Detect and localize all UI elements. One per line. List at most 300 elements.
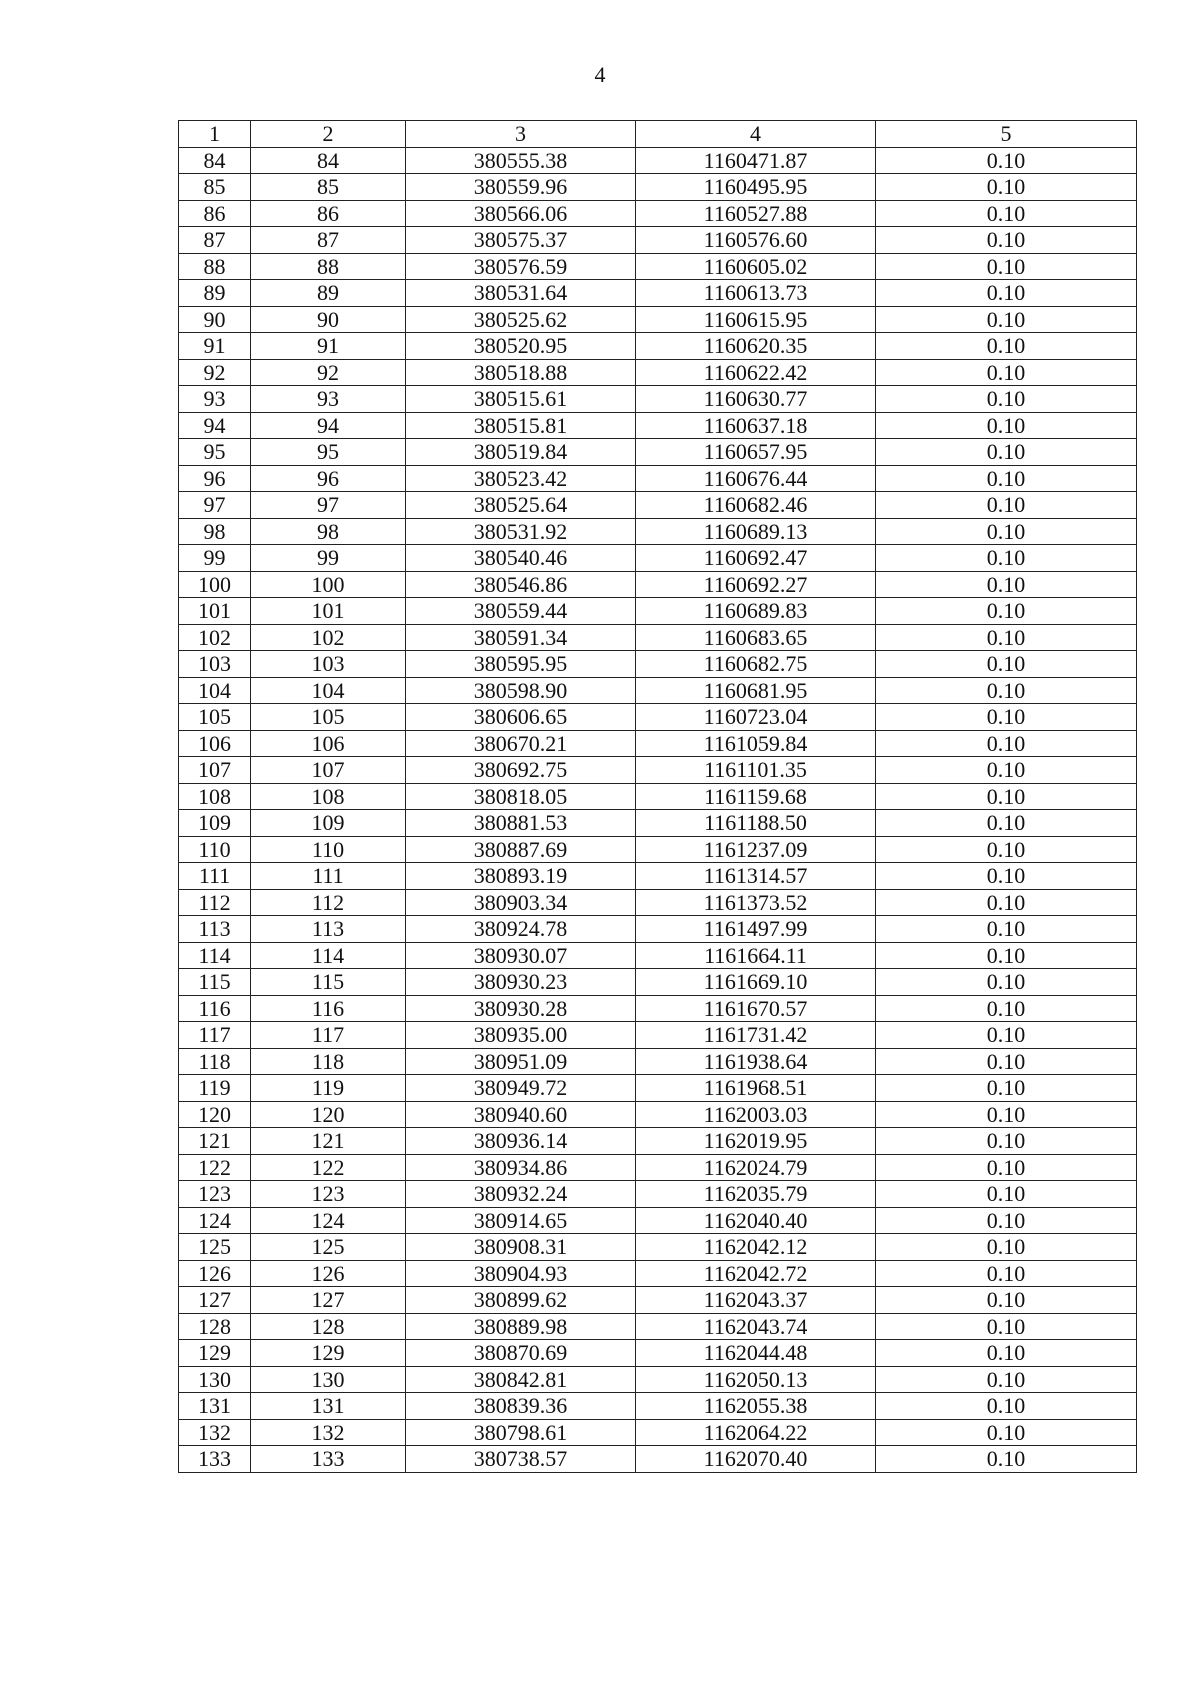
table-cell: 380555.38 (406, 147, 636, 174)
table-cell: 124 (251, 1207, 406, 1234)
table-row (179, 1022, 1137, 1049)
table-row (179, 677, 1137, 704)
table-row (179, 810, 1137, 837)
table-cell: 380525.62 (406, 306, 636, 333)
page-number: 4 (594, 62, 606, 87)
table-cell: 1161670.57 (636, 995, 876, 1022)
coordinates-table (178, 120, 1137, 1473)
table-cell: 90 (251, 306, 406, 333)
table-cell: 132 (251, 1419, 406, 1446)
table-cell: 380893.19 (406, 863, 636, 890)
table-cell: 99 (179, 545, 251, 572)
table-cell: 106 (251, 730, 406, 757)
table-cell: 0.10 (876, 174, 1137, 201)
table-cell: 380520.95 (406, 333, 636, 360)
table-cell: 380935.00 (406, 1022, 636, 1049)
table-cell: 380606.65 (406, 704, 636, 731)
table-cell: 1162035.79 (636, 1181, 876, 1208)
table-cell: 102 (251, 624, 406, 651)
table-row (179, 783, 1137, 810)
table-row (179, 465, 1137, 492)
table-cell: 1161497.99 (636, 916, 876, 943)
table-cell: 131 (251, 1393, 406, 1420)
table-row (179, 1101, 1137, 1128)
table-cell: 120 (179, 1101, 251, 1128)
table-cell: 0.10 (876, 1048, 1137, 1075)
table-row (179, 730, 1137, 757)
table-cell: 380798.61 (406, 1419, 636, 1446)
table-cell: 380903.34 (406, 889, 636, 916)
table-cell: 0.10 (876, 412, 1137, 439)
table-cell: 0.10 (876, 969, 1137, 996)
header-cell: 1 (179, 121, 251, 148)
table-cell: 128 (179, 1313, 251, 1340)
table-cell: 1162042.12 (636, 1234, 876, 1261)
table-cell: 130 (251, 1366, 406, 1393)
header-cell: 2 (251, 121, 406, 148)
table-cell: 1160527.88 (636, 200, 876, 227)
table-cell: 98 (251, 518, 406, 545)
table-cell: 380575.37 (406, 227, 636, 254)
table-cell: 1161159.68 (636, 783, 876, 810)
table-cell: 1161059.84 (636, 730, 876, 757)
table-cell: 114 (251, 942, 406, 969)
table-cell: 380523.42 (406, 465, 636, 492)
table-cell: 1162024.79 (636, 1154, 876, 1181)
table-cell: 0.10 (876, 200, 1137, 227)
table-row (179, 439, 1137, 466)
table-cell: 0.10 (876, 598, 1137, 625)
table-cell: 1162064.22 (636, 1419, 876, 1446)
table-cell: 1161669.10 (636, 969, 876, 996)
table-cell: 129 (251, 1340, 406, 1367)
table-cell: 0.10 (876, 889, 1137, 916)
table-row (179, 174, 1137, 201)
table-cell: 129 (179, 1340, 251, 1367)
table-cell: 1160495.95 (636, 174, 876, 201)
table-cell: 0.10 (876, 359, 1137, 386)
table-cell: 1162055.38 (636, 1393, 876, 1420)
table-cell: 108 (179, 783, 251, 810)
table-cell: 1160682.46 (636, 492, 876, 519)
table-cell: 1160637.18 (636, 412, 876, 439)
table-cell: 0.10 (876, 1101, 1137, 1128)
table-cell: 96 (251, 465, 406, 492)
table-cell: 1160692.27 (636, 571, 876, 598)
table-cell: 123 (251, 1181, 406, 1208)
table-cell: 108 (251, 783, 406, 810)
table-cell: 380670.21 (406, 730, 636, 757)
table-cell: 0.10 (876, 624, 1137, 651)
table-row (179, 1260, 1137, 1287)
table-cell: 1161968.51 (636, 1075, 876, 1102)
table-cell: 116 (179, 995, 251, 1022)
table-cell: 380936.14 (406, 1128, 636, 1155)
table-cell: 97 (179, 492, 251, 519)
table-row (179, 916, 1137, 943)
table-cell: 0.10 (876, 836, 1137, 863)
table-cell: 380692.75 (406, 757, 636, 784)
table-cell: 123 (179, 1181, 251, 1208)
table-cell: 112 (179, 889, 251, 916)
table-cell: 117 (179, 1022, 251, 1049)
table-cell: 0.10 (876, 1313, 1137, 1340)
table-cell: 1160615.95 (636, 306, 876, 333)
table-cell: 380899.62 (406, 1287, 636, 1314)
table-cell: 118 (179, 1048, 251, 1075)
table-cell: 85 (251, 174, 406, 201)
table-cell: 121 (251, 1128, 406, 1155)
table-cell: 119 (179, 1075, 251, 1102)
table-cell: 0.10 (876, 465, 1137, 492)
table-cell: 380932.24 (406, 1181, 636, 1208)
table-row (179, 1340, 1137, 1367)
table-cell: 90 (179, 306, 251, 333)
table-row (179, 704, 1137, 731)
table-body (179, 147, 1137, 1472)
table-cell: 380904.93 (406, 1260, 636, 1287)
table-cell: 380818.05 (406, 783, 636, 810)
table-cell: 380559.96 (406, 174, 636, 201)
table-cell: 1162019.95 (636, 1128, 876, 1155)
table-cell: 0.10 (876, 1340, 1137, 1367)
table-cell: 0.10 (876, 545, 1137, 572)
table-row (179, 412, 1137, 439)
table-row (179, 1207, 1137, 1234)
table-cell: 1160723.04 (636, 704, 876, 731)
table-cell: 380930.23 (406, 969, 636, 996)
table-cell: 0.10 (876, 306, 1137, 333)
table-cell: 93 (251, 386, 406, 413)
table-cell: 109 (251, 810, 406, 837)
table-cell: 1161314.57 (636, 863, 876, 890)
table-row (179, 995, 1137, 1022)
table-cell: 122 (179, 1154, 251, 1181)
table-cell: 121 (179, 1128, 251, 1155)
table-cell: 1160657.95 (636, 439, 876, 466)
table-cell: 0.10 (876, 1128, 1137, 1155)
table-cell: 128 (251, 1313, 406, 1340)
table-cell: 1162043.74 (636, 1313, 876, 1340)
table-cell: 89 (251, 280, 406, 307)
table-cell: 87 (179, 227, 251, 254)
table-cell: 1160676.44 (636, 465, 876, 492)
table-cell: 113 (179, 916, 251, 943)
table-cell: 380531.92 (406, 518, 636, 545)
table-cell: 380934.86 (406, 1154, 636, 1181)
table-cell: 0.10 (876, 386, 1137, 413)
table-cell: 95 (179, 439, 251, 466)
table-row (179, 1287, 1137, 1314)
table-cell: 380518.88 (406, 359, 636, 386)
table-cell: 92 (179, 359, 251, 386)
table-cell: 101 (251, 598, 406, 625)
table-cell: 380595.95 (406, 651, 636, 678)
table-cell: 119 (251, 1075, 406, 1102)
table-cell: 380515.61 (406, 386, 636, 413)
table-cell: 380881.53 (406, 810, 636, 837)
table-cell: 1161938.64 (636, 1048, 876, 1075)
table-cell: 107 (179, 757, 251, 784)
table-cell: 0.10 (876, 1234, 1137, 1261)
table-cell: 104 (179, 677, 251, 704)
table-cell: 380889.98 (406, 1313, 636, 1340)
table-cell: 380540.46 (406, 545, 636, 572)
table-row (179, 227, 1137, 254)
table-cell: 1162003.03 (636, 1101, 876, 1128)
table-cell: 0.10 (876, 677, 1137, 704)
table-cell: 380566.06 (406, 200, 636, 227)
table-cell: 380930.07 (406, 942, 636, 969)
table-cell: 1162050.13 (636, 1366, 876, 1393)
table-cell: 125 (179, 1234, 251, 1261)
table-cell: 0.10 (876, 1154, 1137, 1181)
table-cell: 1160630.77 (636, 386, 876, 413)
table-cell: 125 (251, 1234, 406, 1261)
table-cell: 112 (251, 889, 406, 916)
table-cell: 89 (179, 280, 251, 307)
table-cell: 124 (179, 1207, 251, 1234)
table-cell: 1162040.40 (636, 1207, 876, 1234)
table-cell: 91 (251, 333, 406, 360)
table-row (179, 598, 1137, 625)
table-row (179, 889, 1137, 916)
table-cell: 84 (179, 147, 251, 174)
table-cell: 120 (251, 1101, 406, 1128)
table-cell: 0.10 (876, 439, 1137, 466)
table-cell: 0.10 (876, 995, 1137, 1022)
table-row (179, 1048, 1137, 1075)
table-row (179, 651, 1137, 678)
table-row (179, 545, 1137, 572)
table-cell: 0.10 (876, 942, 1137, 969)
table-cell: 86 (179, 200, 251, 227)
table-cell: 0.10 (876, 492, 1137, 519)
table-cell: 113 (251, 916, 406, 943)
table-cell: 127 (179, 1287, 251, 1314)
table-cell: 84 (251, 147, 406, 174)
table-cell: 1160689.13 (636, 518, 876, 545)
table-cell: 103 (251, 651, 406, 678)
table-row (179, 942, 1137, 969)
table-cell: 85 (179, 174, 251, 201)
table-row (179, 492, 1137, 519)
table-cell: 380839.36 (406, 1393, 636, 1420)
table-row (179, 571, 1137, 598)
table-row (179, 757, 1137, 784)
header-cell: 4 (636, 121, 876, 148)
table-header-row (179, 121, 1137, 148)
table-cell: 126 (251, 1260, 406, 1287)
table-cell: 97 (251, 492, 406, 519)
table-row (179, 836, 1137, 863)
table-cell: 0.10 (876, 757, 1137, 784)
table-cell: 115 (179, 969, 251, 996)
table-row (179, 1393, 1137, 1420)
table-cell: 118 (251, 1048, 406, 1075)
table-cell: 380738.57 (406, 1446, 636, 1473)
table-row (179, 1075, 1137, 1102)
table-cell: 380519.84 (406, 439, 636, 466)
table-cell: 88 (251, 253, 406, 280)
table-cell: 380940.60 (406, 1101, 636, 1128)
table-cell: 380914.65 (406, 1207, 636, 1234)
table-row (179, 1419, 1137, 1446)
table-cell: 1160471.87 (636, 147, 876, 174)
table-cell: 92 (251, 359, 406, 386)
table-cell: 105 (179, 704, 251, 731)
table-cell: 380531.64 (406, 280, 636, 307)
table-cell: 86 (251, 200, 406, 227)
table-cell: 1160613.73 (636, 280, 876, 307)
table-cell: 1161731.42 (636, 1022, 876, 1049)
table-cell: 88 (179, 253, 251, 280)
table-cell: 380559.44 (406, 598, 636, 625)
table-cell: 111 (179, 863, 251, 890)
table-cell: 380515.81 (406, 412, 636, 439)
table-cell: 133 (251, 1446, 406, 1473)
table-cell: 115 (251, 969, 406, 996)
table-cell: 1160620.35 (636, 333, 876, 360)
table-cell: 380591.34 (406, 624, 636, 651)
table-cell: 1160683.65 (636, 624, 876, 651)
table-cell: 0.10 (876, 810, 1137, 837)
table-cell: 116 (251, 995, 406, 1022)
table-cell: 1162044.48 (636, 1340, 876, 1367)
header-cell: 3 (406, 121, 636, 148)
table-cell: 380949.72 (406, 1075, 636, 1102)
table-cell: 380546.86 (406, 571, 636, 598)
table-cell: 110 (251, 836, 406, 863)
table-cell: 0.10 (876, 253, 1137, 280)
table-cell: 1160682.75 (636, 651, 876, 678)
table-cell: 0.10 (876, 280, 1137, 307)
table-cell: 100 (251, 571, 406, 598)
table-row (179, 1154, 1137, 1181)
table-row (179, 1366, 1137, 1393)
table-cell: 98 (179, 518, 251, 545)
table-row (179, 1234, 1137, 1261)
table-row (179, 1181, 1137, 1208)
table-cell: 0.10 (876, 1022, 1137, 1049)
table-cell: 1160689.83 (636, 598, 876, 625)
table-cell: 94 (251, 412, 406, 439)
table-cell: 99 (251, 545, 406, 572)
table-cell: 105 (251, 704, 406, 731)
table-cell: 0.10 (876, 1393, 1137, 1420)
table-cell: 0.10 (876, 147, 1137, 174)
table-row (179, 386, 1137, 413)
table-cell: 1162070.40 (636, 1446, 876, 1473)
table-cell: 102 (179, 624, 251, 651)
table-row (179, 1446, 1137, 1473)
table-cell: 0.10 (876, 333, 1137, 360)
table-cell: 1160605.02 (636, 253, 876, 280)
table-cell: 380908.31 (406, 1234, 636, 1261)
table-row (179, 253, 1137, 280)
table-cell: 1160692.47 (636, 545, 876, 572)
table-cell: 91 (179, 333, 251, 360)
table-cell: 0.10 (876, 916, 1137, 943)
table-cell: 0.10 (876, 651, 1137, 678)
table-cell: 380842.81 (406, 1366, 636, 1393)
table-row (179, 359, 1137, 386)
table-cell: 87 (251, 227, 406, 254)
table-cell: 127 (251, 1287, 406, 1314)
table-cell: 380887.69 (406, 836, 636, 863)
table-cell: 380576.59 (406, 253, 636, 280)
table-row (179, 306, 1137, 333)
table-cell: 1161373.52 (636, 889, 876, 916)
table-cell: 96 (179, 465, 251, 492)
table-cell: 1161188.50 (636, 810, 876, 837)
table-cell: 93 (179, 386, 251, 413)
table-cell: 0.10 (876, 863, 1137, 890)
table-cell: 103 (179, 651, 251, 678)
table-cell: 95 (251, 439, 406, 466)
table-cell: 380930.28 (406, 995, 636, 1022)
table-cell: 0.10 (876, 783, 1137, 810)
table-cell: 132 (179, 1419, 251, 1446)
table-row (179, 280, 1137, 307)
table-cell: 1160622.42 (636, 359, 876, 386)
table-cell: 380525.64 (406, 492, 636, 519)
table-cell: 1160576.60 (636, 227, 876, 254)
table-cell: 1162043.37 (636, 1287, 876, 1314)
table-row (179, 147, 1137, 174)
table-cell: 1161237.09 (636, 836, 876, 863)
table-cell: 133 (179, 1446, 251, 1473)
table-cell: 1161101.35 (636, 757, 876, 784)
table-cell: 0.10 (876, 227, 1137, 254)
table-cell: 104 (251, 677, 406, 704)
table-cell: 0.10 (876, 1207, 1137, 1234)
table-cell: 0.10 (876, 730, 1137, 757)
table-cell: 0.10 (876, 1287, 1137, 1314)
table-cell: 380598.90 (406, 677, 636, 704)
table-cell: 131 (179, 1393, 251, 1420)
table-cell: 122 (251, 1154, 406, 1181)
table-row (179, 624, 1137, 651)
table-cell: 109 (179, 810, 251, 837)
table-cell: 0.10 (876, 1181, 1137, 1208)
table-cell: 106 (179, 730, 251, 757)
table-row (179, 969, 1137, 996)
table-cell: 1160681.95 (636, 677, 876, 704)
table-row (179, 863, 1137, 890)
table-cell: 0.10 (876, 1366, 1137, 1393)
table-cell: 94 (179, 412, 251, 439)
table-cell: 114 (179, 942, 251, 969)
table-cell: 100 (179, 571, 251, 598)
table-cell: 1161664.11 (636, 942, 876, 969)
table-cell: 0.10 (876, 518, 1137, 545)
table-cell: 380924.78 (406, 916, 636, 943)
table-cell: 110 (179, 836, 251, 863)
table-cell: 380951.09 (406, 1048, 636, 1075)
table-cell: 0.10 (876, 1260, 1137, 1287)
table-cell: 0.10 (876, 704, 1137, 731)
table-row (179, 1128, 1137, 1155)
header-cell: 5 (876, 121, 1137, 148)
table-row (179, 333, 1137, 360)
table-cell: 380870.69 (406, 1340, 636, 1367)
table-cell: 111 (251, 863, 406, 890)
table-row (179, 518, 1137, 545)
table-cell: 126 (179, 1260, 251, 1287)
table-cell: 0.10 (876, 571, 1137, 598)
table-cell: 101 (179, 598, 251, 625)
